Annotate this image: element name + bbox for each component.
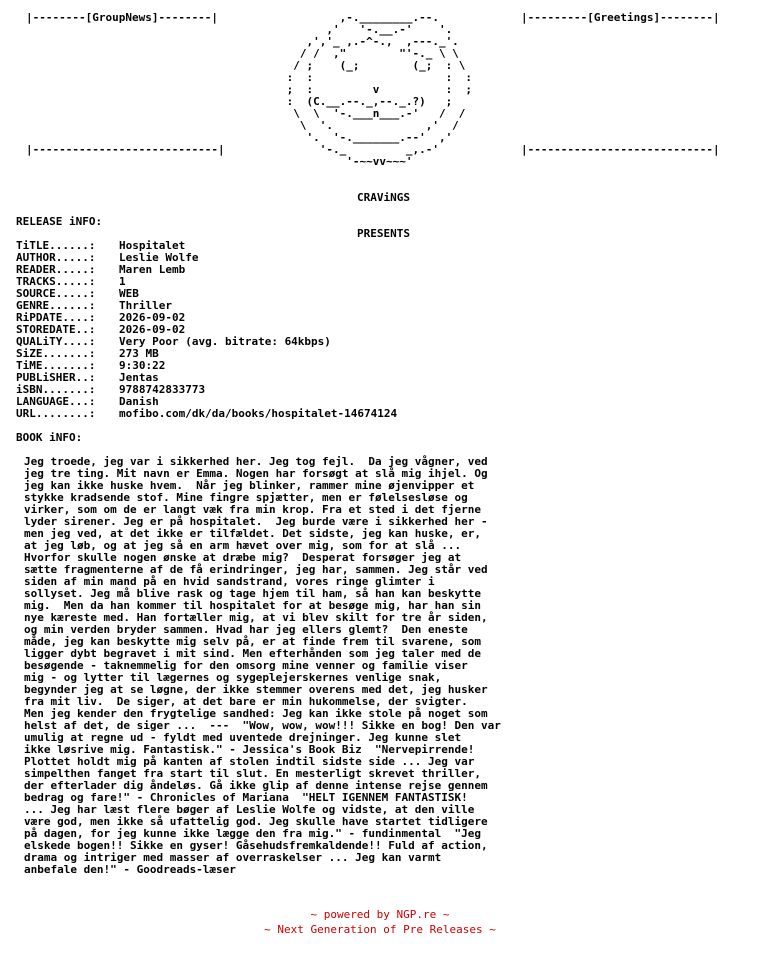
info-key: QUALiTY....: (16, 335, 96, 348)
info-value: Very Poor (avg. bitrate: 64kbps) (119, 335, 331, 348)
description-line: jeg kan ikke huske hvem. Når jeg blinker, rammer mine øjenvipper et (24, 479, 475, 492)
info-value: Leslie Wolfe (119, 251, 199, 264)
info-key: URL........: (16, 407, 96, 420)
info-value: 273 MB (119, 347, 159, 360)
info-key: RiPDATE....: (16, 311, 96, 324)
description-line: bedrag og fare!" - Chronicles of Mariana "HELT IGENNEM FANTASTISK! (24, 791, 468, 804)
right-divider: |----------------------------| (521, 143, 720, 156)
ascii-face-logo: ,-.________.--. ,' '-.__.-' '. ,','_ ,.-^-., ,---._'. / / ," "'-._ \ \ / ; (_; (_; : \ : : : : ; : v : ; : (C.__.--._,--._.?) ; \ \ '-.___n___.-' / / \ '. ,' / '. '-._______.--' ,' '-._ _,.-' '-~~vv~~~' (286, 11, 473, 168)
info-key: iSBN.......: (16, 383, 96, 396)
info-value: Jentas (119, 371, 159, 384)
info-key: AUTHOR.....: (16, 251, 96, 264)
description-line: mig - og lytter til lægernes og sygeplejerskernes venlige snak, (24, 671, 442, 684)
description-line: Men jeg kender den frygtelige sandhed: Jeg kan ikke stole på noget som (24, 707, 488, 720)
description-line: siden af min mand på en hvid sandstrand, vores ringe glimter i (24, 575, 435, 588)
description-line: på dagen, for jeg kunne ikke lægge den fra mig." - fundinmental "Jeg (24, 827, 481, 840)
description-line: at jeg løb, og at jeg så en arm hævet over mig, som for at slå ... (24, 539, 462, 552)
description-line: Plottet holdt mig på kanten af stolen indtil sidste side ... Jeg var (24, 755, 475, 768)
description-line: anbefale den!" - Goodreads-læser (24, 863, 236, 876)
book-info-heading: BOOK iNFO: (16, 431, 83, 444)
info-value: 1 (119, 275, 126, 288)
description-line: ... Jeg har læst flere bøger af Leslie Wolfe og vidste, at den ville (24, 803, 475, 816)
info-key: TiTLE......: (16, 239, 96, 252)
info-key: SiZE.......: (16, 347, 96, 360)
info-row (16, 408, 397, 420)
info-value: 9:30:22 (119, 359, 166, 372)
description-line: nye kæreste med. Han fortæller mig, at vi blev skilt for tre år siden, (24, 611, 488, 624)
description-line: simpelthen fanget fra start til slut. En mesterligt skrevet thriller, (24, 767, 481, 780)
group-name: CRAViNGS (357, 191, 410, 204)
description-line: men jeg ved, at det ikke er tilfældet. Det sidste, jeg kan huske, er, (24, 527, 481, 540)
info-value: 2026-09-02 (119, 323, 186, 336)
info-key: READER.....: (16, 263, 96, 276)
info-key: PUBLiSHER..: (16, 371, 96, 384)
greetings-banner: |---------[Greetings]--------| (521, 11, 720, 24)
info-value: WEB (119, 287, 139, 300)
description-line: besøgende - taknemmelig for den omsorg mine venner og familie viser (24, 659, 468, 672)
description-line: sollyset. Jeg må blive rask og tage hjem til ham, så han kan beskytte (24, 587, 481, 600)
release-info-table (16, 240, 397, 420)
description-line: være god, men ikke så ufattelig god. Jeg skulle have startet tidligere (24, 815, 488, 828)
info-key: GENRE......: (16, 299, 96, 312)
info-value: 9788742833773 (119, 383, 206, 396)
description-line: elskede bogen!! Sikke en gyser! Gåsehudsfremkaldende!! Fuld af action, (24, 839, 488, 852)
footer-powered-by: ~ powered by NGP.re ~ (310, 908, 450, 921)
description-line: umulig at regne ud - fyldt med uventede drejninger. Jeg kunne slet (24, 731, 462, 744)
info-key: TRACKS.....: (16, 275, 96, 288)
description-line: stykke kradsende stof. Mine fingre spjætter, men er følelsesløse og (24, 491, 468, 504)
description-line: virker, som om de er langt væk fra min krop. Fra et sted i det fjerne (24, 503, 481, 516)
description-line: ikke løsrive mig. Fantastisk." - Jessica's Book Biz "Nervepirrende! (24, 743, 475, 756)
left-divider: |----------------------------| (26, 143, 225, 156)
book-description (24, 456, 624, 876)
description-line: fra mit liv. De siger, at det bare er min hukommelse, der svigter. (24, 695, 468, 708)
info-value: 2026-09-02 (119, 311, 186, 324)
group-news-banner: |--------[GroupNews]--------| (26, 11, 219, 24)
info-value: Hospitalet (119, 239, 186, 252)
info-key: SOURCE.....: (16, 287, 96, 300)
info-value: Maren Lemb (119, 263, 186, 276)
info-key: TiME.......: (16, 359, 96, 372)
info-value: Thriller (119, 299, 172, 312)
description-line: Hvorfor skulle nogen ønske at dræbe mig? Desperat forsøger jeg at (24, 551, 462, 564)
footer-tagline: ~ Next Generation of Pre Releases ~ (264, 923, 496, 936)
info-key: STOREDATE..: (16, 323, 96, 336)
info-key: LANGUAGE...: (16, 395, 96, 408)
release-info-heading: RELEASE iNFO: (16, 215, 103, 228)
description-line: og min verden bryder sammen. Hvad har jeg ellers glemt? Den eneste (24, 623, 468, 636)
description-line: helst af det, de siger ... --- "Wow, wow, wow!!! Sikke en bog! Den var (24, 719, 501, 732)
description-line: jeg tre ting. Mit navn er Emma. Nogen har forsøgt at slå mig ihjel. Og (24, 467, 488, 480)
description-line: der efterlader dig åndeløs. Gå ikke glip af denne intense rejse gennem (24, 779, 488, 792)
presents-label: PRESENTS (357, 227, 410, 240)
description-line: lyder sirener. Jeg er på hospitalet. Jeg burde være i sikkerhed her - (24, 515, 488, 528)
description-line: begynder jeg at se løgne, der ikke stemmer overens med det, jeg husker (24, 683, 488, 696)
description-line: sætte fragmenterne af de få erindringer, jeg har, sammen. Jeg står ved (24, 563, 488, 576)
description-line: måde, jeg kan beskytte mig selv på, er at finde frem til svarene, som (24, 635, 481, 648)
info-value: mofibo.com/dk/da/books/hospitalet-14674124 (119, 407, 398, 420)
info-value: Danish (119, 395, 159, 408)
description-line: Jeg troede, jeg var i sikkerhed her. Jeg tog fejl. Da jeg vågner, ved (24, 455, 488, 468)
description-line: ligger dybt begravet i mit sind. Men efterhånden som jeg taler med de (24, 647, 481, 660)
description-line: drama og intriger med masser af overraskelser ... Jeg kan varmt (24, 851, 442, 864)
description-line: mig. Men da han kommer til hospitalet for at besøge mig, har han sin (24, 599, 481, 612)
